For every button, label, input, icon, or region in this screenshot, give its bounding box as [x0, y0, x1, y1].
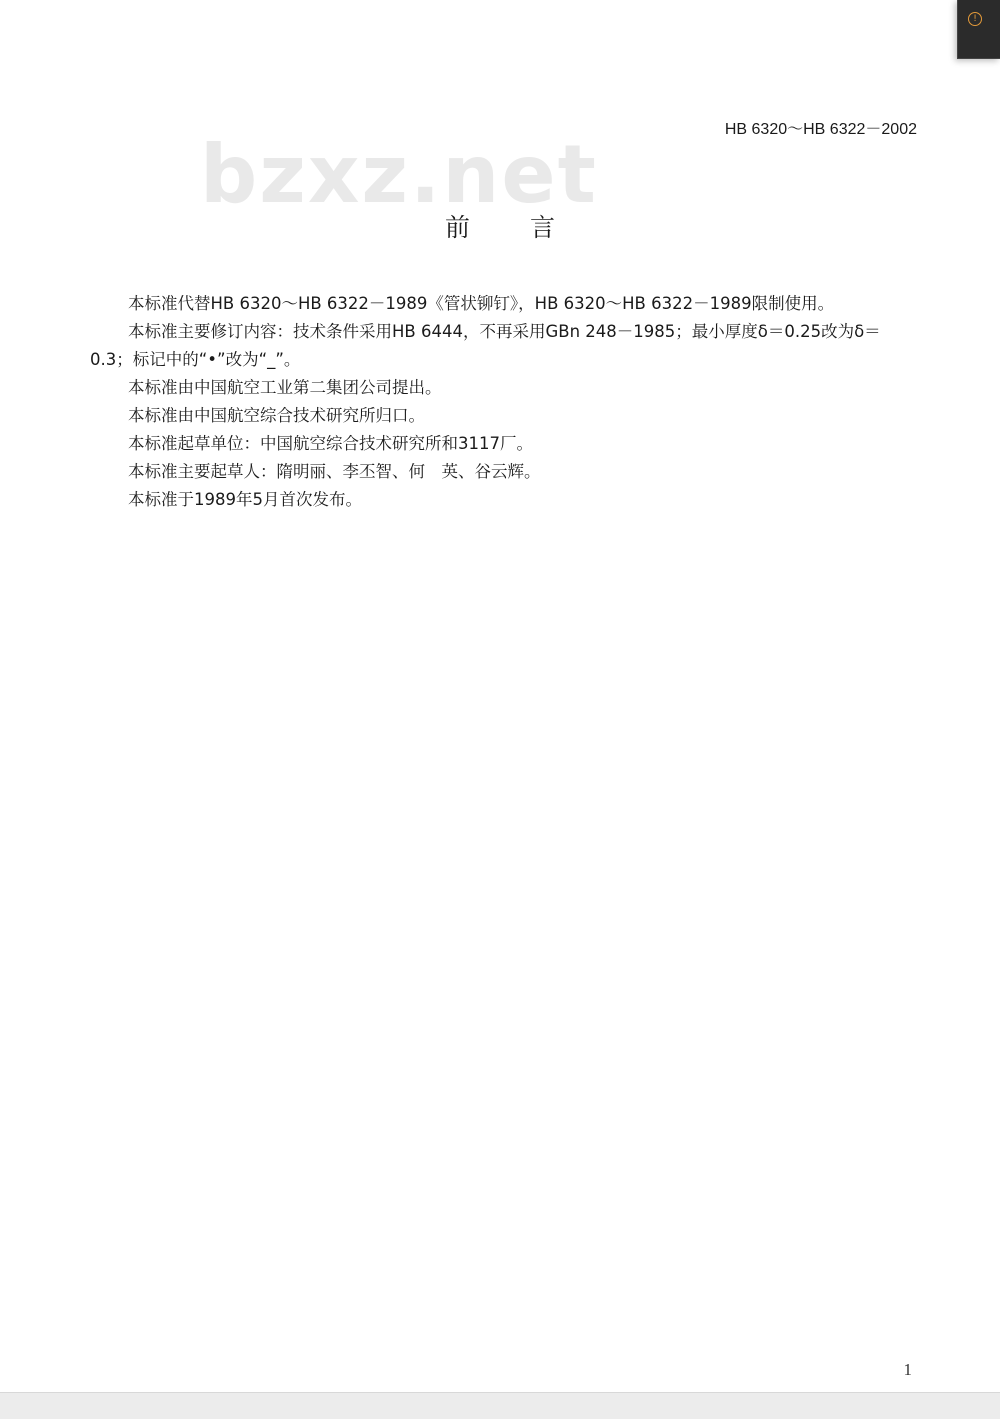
info-icon: !: [968, 12, 982, 26]
foreword-body: [90, 290, 920, 514]
paragraph-6: 本标准主要起草人：隋明丽、李丕智、何 英、谷云辉。: [128, 462, 541, 481]
paragraph-1: 本标准代替HB 6320～HB 6322－1989《管状铆钉》，HB 6320～HB 6322－1989限制使用。: [128, 294, 835, 313]
paragraph-2: 本标准主要修订内容：技术条件采用HB 6444，不再采用GBn 248－1985；最小厚度δ＝0.25改为δ＝0.3；标记中的“•”改为“_”。: [90, 322, 881, 369]
paragraph-5: 本标准起草单位：中国航空综合技术研究所和3117厂。: [128, 434, 533, 453]
standard-number: HB 6320～HB 6322－2002: [724, 121, 917, 138]
paragraph-4: 本标准由中国航空综合技术研究所归口。: [128, 406, 425, 425]
paragraph-7: 本标准于1989年5月首次发布。: [128, 490, 362, 509]
paragraph-3: 本标准由中国航空工业第二集团公司提出。: [128, 378, 442, 397]
notification-popup[interactable]: [957, 0, 1000, 59]
viewer-bottom-bar: [0, 1392, 1000, 1419]
document-title: 前言: [444, 213, 615, 242]
page-number: 1: [903, 1360, 912, 1379]
watermark: bzxz.net: [200, 128, 598, 221]
